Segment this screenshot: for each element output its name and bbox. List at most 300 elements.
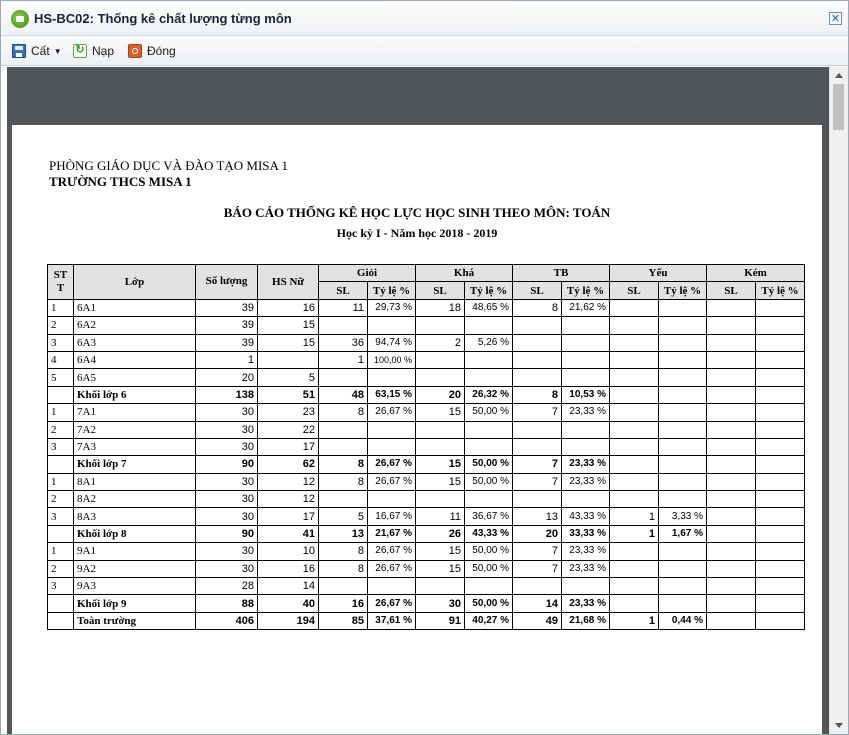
report-viewer[interactable] xyxy=(7,67,829,734)
tb-pct-cell xyxy=(562,317,610,334)
header-gioi: Giỏi xyxy=(319,265,416,282)
gioi-sl-cell: 16 xyxy=(319,595,368,612)
gioi-pct-cell xyxy=(368,438,416,455)
yeu-sl-cell xyxy=(610,595,659,612)
kem-pct-cell xyxy=(756,334,805,351)
female-cell: 16 xyxy=(258,299,319,316)
total-cell: 88 xyxy=(196,595,258,612)
yeu-pct-cell xyxy=(659,473,707,490)
tb-sl-cell xyxy=(513,578,562,595)
stt-cell: 3 xyxy=(48,438,74,455)
yeu-sl-cell: 1 xyxy=(610,508,659,525)
kem-sl-cell xyxy=(707,612,756,629)
kha-sl-cell: 15 xyxy=(416,404,465,421)
kem-sl-cell xyxy=(707,317,756,334)
total-cell: 39 xyxy=(196,334,258,351)
subtotal-row xyxy=(48,456,805,473)
kem-pct-cell xyxy=(756,456,805,473)
stt-cell xyxy=(48,456,74,473)
yeu-sl-cell xyxy=(610,491,659,508)
tb-pct-cell xyxy=(562,334,610,351)
table-row xyxy=(48,421,805,438)
kem-pct-cell xyxy=(756,369,805,386)
header-ty-le: Tỷ lệ % xyxy=(368,282,416,299)
kha-pct-cell: 40,27 % xyxy=(465,612,513,629)
gioi-pct-cell xyxy=(368,421,416,438)
gioi-sl-cell: 8 xyxy=(319,560,368,577)
table-row xyxy=(48,543,805,560)
window-title: HS-BC02: Thống kê chất lượng từng môn xyxy=(34,11,292,26)
gioi-sl-cell: 85 xyxy=(319,612,368,629)
kem-pct-cell xyxy=(756,438,805,455)
class-cell: 8A1 xyxy=(74,473,196,490)
yeu-sl-cell: 1 xyxy=(610,525,659,542)
gioi-sl-cell: 13 xyxy=(319,525,368,542)
scroll-down-icon[interactable] xyxy=(835,723,843,728)
total-cell: 30 xyxy=(196,508,258,525)
class-cell: 7A1 xyxy=(74,404,196,421)
yeu-pct-cell xyxy=(659,386,707,403)
total-cell: 30 xyxy=(196,404,258,421)
header-sl: SL xyxy=(610,282,659,299)
subtotal-row xyxy=(48,595,805,612)
header-hs-nu: HS Nữ xyxy=(258,265,319,300)
report-page xyxy=(12,125,822,734)
gioi-pct-cell: 63,15 % xyxy=(368,386,416,403)
yeu-sl-cell xyxy=(610,473,659,490)
gioi-sl-cell xyxy=(319,578,368,595)
table-row xyxy=(48,508,805,525)
scroll-thumb[interactable] xyxy=(833,84,844,130)
kha-sl-cell: 18 xyxy=(416,299,465,316)
kha-pct-cell: 50,00 % xyxy=(465,560,513,577)
female-cell: 62 xyxy=(258,456,319,473)
tb-sl-cell: 8 xyxy=(513,386,562,403)
report-subtitle: Học kỳ I - Năm học 2018 - 2019 xyxy=(336,226,498,240)
reload-button[interactable] xyxy=(73,42,114,60)
total-cell: 39 xyxy=(196,317,258,334)
class-cell: 8A2 xyxy=(74,491,196,508)
kem-sl-cell xyxy=(707,560,756,577)
tb-sl-cell: 7 xyxy=(513,560,562,577)
gioi-pct-cell: 37,61 % xyxy=(368,612,416,629)
tb-sl-cell: 7 xyxy=(513,404,562,421)
class-cell: 6A4 xyxy=(74,351,196,368)
kem-sl-cell xyxy=(707,595,756,612)
yeu-pct-cell xyxy=(659,438,707,455)
gioi-pct-cell xyxy=(368,491,416,508)
yeu-sl-cell xyxy=(610,543,659,560)
subtotal-row xyxy=(48,386,805,403)
tb-pct-cell: 23,33 % xyxy=(562,595,610,612)
table-row xyxy=(48,578,805,595)
gioi-pct-cell xyxy=(368,317,416,334)
header-ty-le: Tỷ lệ % xyxy=(756,282,805,299)
stt-cell: 3 xyxy=(48,334,74,351)
female-cell: 194 xyxy=(258,612,319,629)
yeu-sl-cell xyxy=(610,351,659,368)
tb-sl-cell: 7 xyxy=(513,543,562,560)
class-cell: 7A2 xyxy=(74,421,196,438)
stt-cell: 1 xyxy=(48,473,74,490)
gioi-pct-cell: 26,67 % xyxy=(368,543,416,560)
stt-cell xyxy=(48,386,74,403)
chevron-down-icon: ▼ xyxy=(53,46,62,56)
kem-sl-cell xyxy=(707,421,756,438)
kha-pct-cell: 48,65 % xyxy=(465,299,513,316)
kha-sl-cell xyxy=(416,421,465,438)
yeu-pct-cell xyxy=(659,491,707,508)
class-cell: Khối lớp 7 xyxy=(74,456,196,473)
kha-sl-cell xyxy=(416,438,465,455)
gioi-pct-cell: 26,67 % xyxy=(368,404,416,421)
kem-pct-cell xyxy=(756,473,805,490)
header-tb: TB xyxy=(513,265,610,282)
female-cell: 15 xyxy=(258,317,319,334)
female-cell: 40 xyxy=(258,595,319,612)
gioi-sl-cell xyxy=(319,491,368,508)
table-row xyxy=(48,560,805,577)
table-row xyxy=(48,438,805,455)
kha-pct-cell: 26,32 % xyxy=(465,386,513,403)
header-yeu: Yếu xyxy=(610,265,707,282)
tb-sl-cell xyxy=(513,351,562,368)
tb-pct-cell: 23,33 % xyxy=(562,473,610,490)
gioi-pct-cell: 26,67 % xyxy=(368,473,416,490)
yeu-pct-cell xyxy=(659,404,707,421)
yeu-pct-cell xyxy=(659,543,707,560)
total-cell: 20 xyxy=(196,369,258,386)
class-cell: Khối lớp 8 xyxy=(74,525,196,542)
gioi-sl-cell: 8 xyxy=(319,543,368,560)
stt-cell: 5 xyxy=(48,369,74,386)
yeu-sl-cell xyxy=(610,386,659,403)
kha-pct-cell: 50,00 % xyxy=(465,543,513,560)
kha-sl-cell: 30 xyxy=(416,595,465,612)
save-button[interactable] xyxy=(12,42,62,60)
kha-sl-cell: 15 xyxy=(416,456,465,473)
tb-sl-cell: 20 xyxy=(513,525,562,542)
kem-sl-cell xyxy=(707,508,756,525)
total-cell: 30 xyxy=(196,560,258,577)
kha-sl-cell: 15 xyxy=(416,473,465,490)
gioi-sl-cell: 8 xyxy=(319,456,368,473)
header-ty-le: Tỷ lệ % xyxy=(465,282,513,299)
class-cell: 6A5 xyxy=(74,369,196,386)
yeu-sl-cell xyxy=(610,317,659,334)
kha-pct-cell xyxy=(465,369,513,386)
kem-sl-cell xyxy=(707,334,756,351)
total-cell: 30 xyxy=(196,491,258,508)
female-cell: 5 xyxy=(258,369,319,386)
total-cell: 1 xyxy=(196,351,258,368)
vertical-scrollbar[interactable] xyxy=(829,67,848,734)
tb-sl-cell: 7 xyxy=(513,456,562,473)
header-sl: SL xyxy=(707,282,756,299)
kem-pct-cell xyxy=(756,421,805,438)
kem-sl-cell xyxy=(707,369,756,386)
report-title: BÁO CÁO THỐNG KÊ HỌC LỰC HỌC SINH THEO MÔN: TOÁN xyxy=(223,205,611,220)
header-sl: SL xyxy=(319,282,368,299)
kha-pct-cell: 50,00 % xyxy=(465,456,513,473)
yeu-pct-cell: 0,44 % xyxy=(659,612,707,629)
tb-pct-cell: 23,33 % xyxy=(562,456,610,473)
header-ty-le: Tỷ lệ % xyxy=(659,282,707,299)
total-cell: 30 xyxy=(196,473,258,490)
gioi-pct-cell: 26,67 % xyxy=(368,560,416,577)
class-cell: 9A3 xyxy=(74,578,196,595)
header-lop: Lớp xyxy=(74,265,196,300)
gioi-pct-cell: 16,67 % xyxy=(368,508,416,525)
class-cell: 6A1 xyxy=(74,299,196,316)
yeu-sl-cell xyxy=(610,369,659,386)
kem-pct-cell xyxy=(756,317,805,334)
tb-pct-cell xyxy=(562,351,610,368)
class-cell: Khối lớp 9 xyxy=(74,595,196,612)
total-cell: 28 xyxy=(196,578,258,595)
yeu-pct-cell xyxy=(659,595,707,612)
gioi-sl-cell: 11 xyxy=(319,299,368,316)
female-cell: 17 xyxy=(258,508,319,525)
tb-sl-cell: 8 xyxy=(513,299,562,316)
tb-pct-cell: 10,53 % xyxy=(562,386,610,403)
kem-pct-cell xyxy=(756,560,805,577)
kem-sl-cell xyxy=(707,543,756,560)
total-cell: 90 xyxy=(196,525,258,542)
reload-label: Nạp xyxy=(92,44,115,58)
header-sl: SL xyxy=(513,282,562,299)
kem-pct-cell xyxy=(756,612,805,629)
gioi-sl-cell xyxy=(319,317,368,334)
kem-sl-cell xyxy=(707,299,756,316)
female-cell: 22 xyxy=(258,421,319,438)
subtotal-row xyxy=(48,612,805,629)
yeu-sl-cell xyxy=(610,438,659,455)
kha-pct-cell xyxy=(465,317,513,334)
kha-pct-cell xyxy=(465,421,513,438)
stt-cell: 2 xyxy=(48,421,74,438)
yeu-pct-cell xyxy=(659,456,707,473)
yeu-pct-cell xyxy=(659,317,707,334)
tb-sl-cell: 49 xyxy=(513,612,562,629)
tb-sl-cell xyxy=(513,369,562,386)
yeu-sl-cell xyxy=(610,456,659,473)
kha-pct-cell: 43,33 % xyxy=(465,525,513,542)
class-cell: 6A2 xyxy=(74,317,196,334)
yeu-pct-cell xyxy=(659,369,707,386)
class-cell: 7A3 xyxy=(74,438,196,455)
kha-sl-cell: 20 xyxy=(416,386,465,403)
kem-sl-cell xyxy=(707,386,756,403)
kha-sl-cell xyxy=(416,369,465,386)
total-cell: 30 xyxy=(196,438,258,455)
kem-sl-cell xyxy=(707,525,756,542)
tb-pct-cell: 23,33 % xyxy=(562,543,610,560)
kem-pct-cell xyxy=(756,299,805,316)
table-row xyxy=(48,473,805,490)
save-label: Cất xyxy=(31,44,50,58)
kem-pct-cell xyxy=(756,351,805,368)
class-cell: Khối lớp 6 xyxy=(74,386,196,403)
kha-sl-cell: 15 xyxy=(416,543,465,560)
tb-pct-cell: 21,68 % xyxy=(562,612,610,629)
kem-pct-cell xyxy=(756,404,805,421)
stt-cell xyxy=(48,595,74,612)
yeu-pct-cell xyxy=(659,560,707,577)
class-cell: Toàn trường xyxy=(74,612,196,629)
table-row xyxy=(48,334,805,351)
female-cell: 51 xyxy=(258,386,319,403)
gioi-sl-cell: 8 xyxy=(319,473,368,490)
kha-pct-cell: 50,00 % xyxy=(465,595,513,612)
toolbar xyxy=(1,36,848,66)
kha-pct-cell xyxy=(465,578,513,595)
female-cell: 15 xyxy=(258,334,319,351)
yeu-pct-cell xyxy=(659,351,707,368)
title-bar xyxy=(1,1,848,36)
stt-cell: 3 xyxy=(48,578,74,595)
gioi-pct-cell xyxy=(368,369,416,386)
kem-sl-cell xyxy=(707,578,756,595)
tb-pct-cell: 21,62 % xyxy=(562,299,610,316)
kha-pct-cell xyxy=(465,491,513,508)
kha-pct-cell: 50,00 % xyxy=(465,404,513,421)
kem-sl-cell xyxy=(707,473,756,490)
tb-sl-cell xyxy=(513,438,562,455)
header-kha: Khá xyxy=(416,265,513,282)
table-row xyxy=(48,404,805,421)
tb-sl-cell xyxy=(513,491,562,508)
gioi-pct-cell: 94,74 % xyxy=(368,334,416,351)
stt-cell xyxy=(48,612,74,629)
tb-pct-cell: 23,33 % xyxy=(562,404,610,421)
refresh-icon: ↻ xyxy=(73,44,87,58)
female-cell: 23 xyxy=(258,404,319,421)
kha-sl-cell xyxy=(416,317,465,334)
tb-sl-cell: 13 xyxy=(513,508,562,525)
kha-sl-cell xyxy=(416,351,465,368)
kha-sl-cell: 91 xyxy=(416,612,465,629)
kem-sl-cell xyxy=(707,351,756,368)
kem-pct-cell xyxy=(756,543,805,560)
tb-sl-cell: 14 xyxy=(513,595,562,612)
gioi-sl-cell: 8 xyxy=(319,404,368,421)
female-cell: 16 xyxy=(258,560,319,577)
statistics-table xyxy=(47,264,805,630)
female-cell: 12 xyxy=(258,473,319,490)
table-row xyxy=(48,491,805,508)
tb-sl-cell xyxy=(513,317,562,334)
header-stt: ST T xyxy=(48,265,74,300)
gioi-pct-cell: 26,67 % xyxy=(368,456,416,473)
gioi-pct-cell: 26,67 % xyxy=(368,595,416,612)
gioi-pct-cell: 21,67 % xyxy=(368,525,416,542)
total-cell: 30 xyxy=(196,421,258,438)
tb-pct-cell xyxy=(562,578,610,595)
header-sl: SL xyxy=(416,282,465,299)
close-button[interactable] xyxy=(128,42,176,60)
kha-sl-cell: 26 xyxy=(416,525,465,542)
header-kem: Kém xyxy=(707,265,805,282)
stt-cell: 3 xyxy=(48,508,74,525)
kem-sl-cell xyxy=(707,438,756,455)
total-cell: 90 xyxy=(196,456,258,473)
yeu-pct-cell xyxy=(659,421,707,438)
stt-cell: 1 xyxy=(48,404,74,421)
department-name: PHÒNG GIÁO DỤC VÀ ĐÀO TẠO MISA 1 xyxy=(49,158,288,173)
stt-cell: 4 xyxy=(48,351,74,368)
total-cell: 406 xyxy=(196,612,258,629)
gioi-pct-cell: 29,73 % xyxy=(368,299,416,316)
gioi-sl-cell xyxy=(319,369,368,386)
kem-pct-cell xyxy=(756,578,805,595)
total-cell: 138 xyxy=(196,386,258,403)
kem-sl-cell xyxy=(707,404,756,421)
header-so-luong: Số lượng xyxy=(196,265,258,300)
yeu-pct-cell xyxy=(659,578,707,595)
yeu-pct-cell xyxy=(659,299,707,316)
kha-pct-cell: 50,00 % xyxy=(465,473,513,490)
table-row xyxy=(48,317,805,334)
tb-sl-cell: 7 xyxy=(513,473,562,490)
tb-pct-cell xyxy=(562,491,610,508)
stt-cell: 1 xyxy=(48,543,74,560)
kem-sl-cell xyxy=(707,491,756,508)
close-label: Đóng xyxy=(147,44,176,58)
kha-pct-cell: 36,67 % xyxy=(465,508,513,525)
stt-cell: 2 xyxy=(48,560,74,577)
yeu-sl-cell xyxy=(610,560,659,577)
stt-cell xyxy=(48,525,74,542)
table-row xyxy=(48,351,805,368)
yeu-sl-cell xyxy=(610,421,659,438)
subtotal-row xyxy=(48,525,805,542)
gioi-sl-cell: 36 xyxy=(319,334,368,351)
yeu-pct-cell xyxy=(659,334,707,351)
close-window-icon[interactable]: ✕ xyxy=(830,13,841,25)
gioi-pct-cell: 100,00 % xyxy=(368,351,416,368)
app-logo-icon xyxy=(11,10,29,28)
tb-pct-cell xyxy=(562,421,610,438)
female-cell: 41 xyxy=(258,525,319,542)
kha-sl-cell: 15 xyxy=(416,560,465,577)
gioi-sl-cell: 1 xyxy=(319,351,368,368)
tb-sl-cell xyxy=(513,421,562,438)
kem-pct-cell xyxy=(756,508,805,525)
yeu-sl-cell xyxy=(610,404,659,421)
class-cell: 8A3 xyxy=(74,508,196,525)
header-ty-le: Tỷ lệ % xyxy=(562,282,610,299)
tb-sl-cell xyxy=(513,334,562,351)
gioi-sl-cell: 5 xyxy=(319,508,368,525)
kem-pct-cell xyxy=(756,595,805,612)
tb-pct-cell: 43,33 % xyxy=(562,508,610,525)
school-name: TRƯỜNG THCS MISA 1 xyxy=(49,174,192,189)
table-row xyxy=(48,299,805,316)
gioi-sl-cell: 48 xyxy=(319,386,368,403)
female-cell: 17 xyxy=(258,438,319,455)
yeu-pct-cell: 1,67 % xyxy=(659,525,707,542)
kem-pct-cell xyxy=(756,491,805,508)
female-cell xyxy=(258,351,319,368)
floppy-disk-icon xyxy=(12,44,26,58)
kha-pct-cell xyxy=(465,351,513,368)
gioi-pct-cell xyxy=(368,578,416,595)
scroll-up-icon[interactable] xyxy=(835,73,843,78)
yeu-sl-cell xyxy=(610,299,659,316)
kha-sl-cell xyxy=(416,578,465,595)
power-icon xyxy=(128,44,142,58)
